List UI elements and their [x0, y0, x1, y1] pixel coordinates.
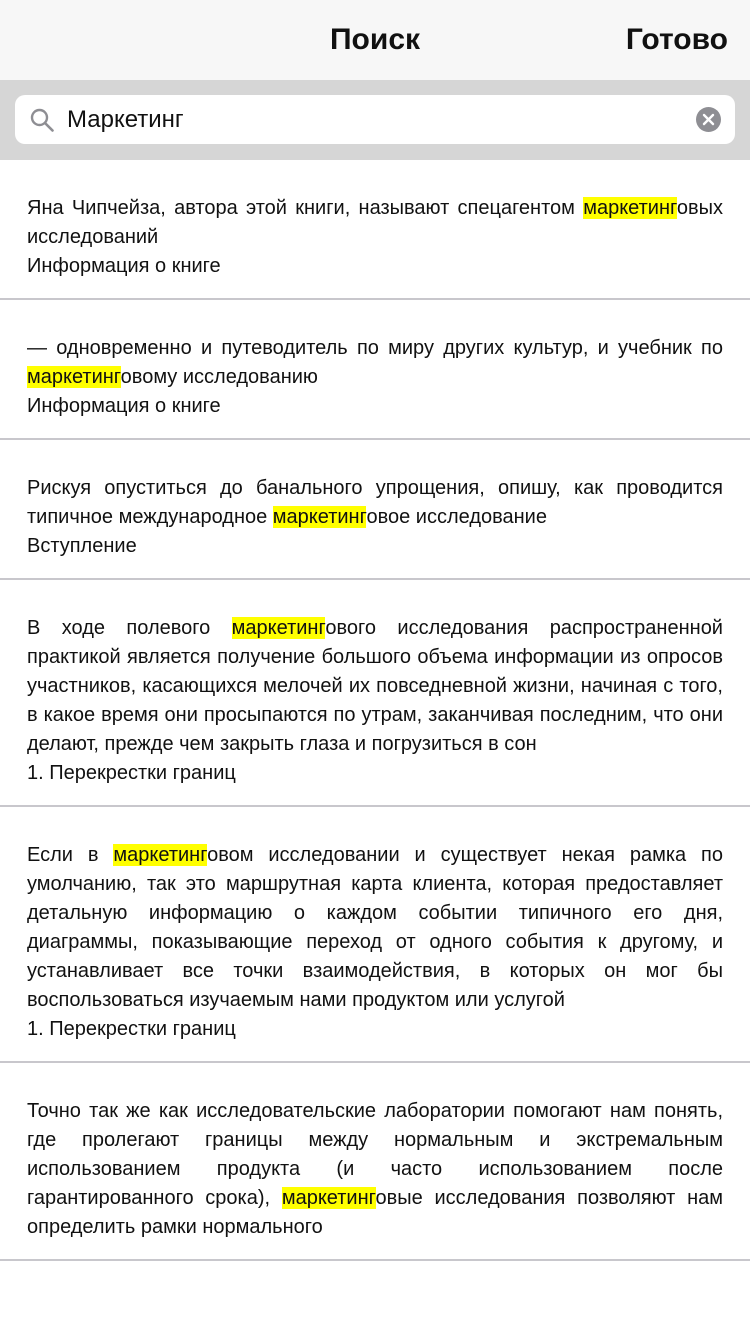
result-item[interactable] [0, 807, 750, 1063]
result-snippet: Точно так же как исследовательские лаборатории помогают нам понять, где пролегают границы между нормальным и экстремальным использованием продукта (и часто использованием после гарантированного срока), маркетинговые исследования позволяют нам определить рамки нормального [27, 1100, 723, 1238]
result-source: Информация о книге [27, 395, 221, 417]
match-highlight: маркетинг [113, 844, 208, 866]
result-item[interactable] [0, 440, 750, 580]
result-source: Информация о книге [27, 255, 221, 277]
result-snippet: — одновременно и путеводитель по миру других культур, и учебник по маркетинговому исследованию [27, 337, 723, 388]
match-highlight: маркетинг [272, 506, 367, 528]
search-results-list [0, 160, 750, 1332]
result-source: 1. Перекрестки границ [27, 1018, 236, 1040]
result-item[interactable] [0, 300, 750, 440]
match-highlight: маркетинг [583, 197, 677, 219]
result-snippet: В ходе полевого маркетингового исследования распространенной практикой является получение большого объема информации из опросов участников, касающихся мелочей их повседневной жизни, начиная с того, в какое время они просыпаются по утрам, заканчивая последним, что они делают, прежде чем закрыть глаза и погрузиться в сон [27, 617, 723, 755]
result-item[interactable] [0, 160, 750, 300]
done-button[interactable]: Готово [625, 23, 728, 56]
result-item[interactable] [0, 580, 750, 807]
result-item[interactable] [0, 1063, 750, 1261]
search-bar [0, 80, 750, 160]
result-snippet: Рискуя опуститься до банального упрощения, опишу, как проводится типичное международное маркетинговое исследование [27, 477, 723, 528]
search-input[interactable] [67, 95, 687, 144]
page-title: Поиск [329, 23, 421, 56]
clear-icon[interactable] [696, 107, 721, 132]
match-highlight: маркетинг [231, 617, 326, 639]
match-highlight: маркетинг [27, 366, 121, 388]
search-field[interactable] [15, 95, 735, 144]
result-snippet: Если в маркетинговом исследовании и существует некая рамка по умолчанию, так это маршрутная карта клиента, которая предоставляет детальную информацию о каждом событии типичного его дня, диаграммы, показывающие переход от одного события к другому, и устанавливает все точки взаимодействия, в которых он мог бы воспользоваться изучаемым нами продуктом или услугой [27, 844, 723, 1011]
result-snippet: Яна Чипчейза, автора этой книги, называют спецагентом маркетинговых исследований [27, 197, 723, 248]
match-highlight: маркетинг [281, 1187, 376, 1209]
result-source: 1. Перекрестки границ [27, 762, 236, 784]
result-source: Вступление [27, 535, 137, 557]
search-icon [29, 107, 55, 133]
navigation-bar [0, 0, 750, 80]
